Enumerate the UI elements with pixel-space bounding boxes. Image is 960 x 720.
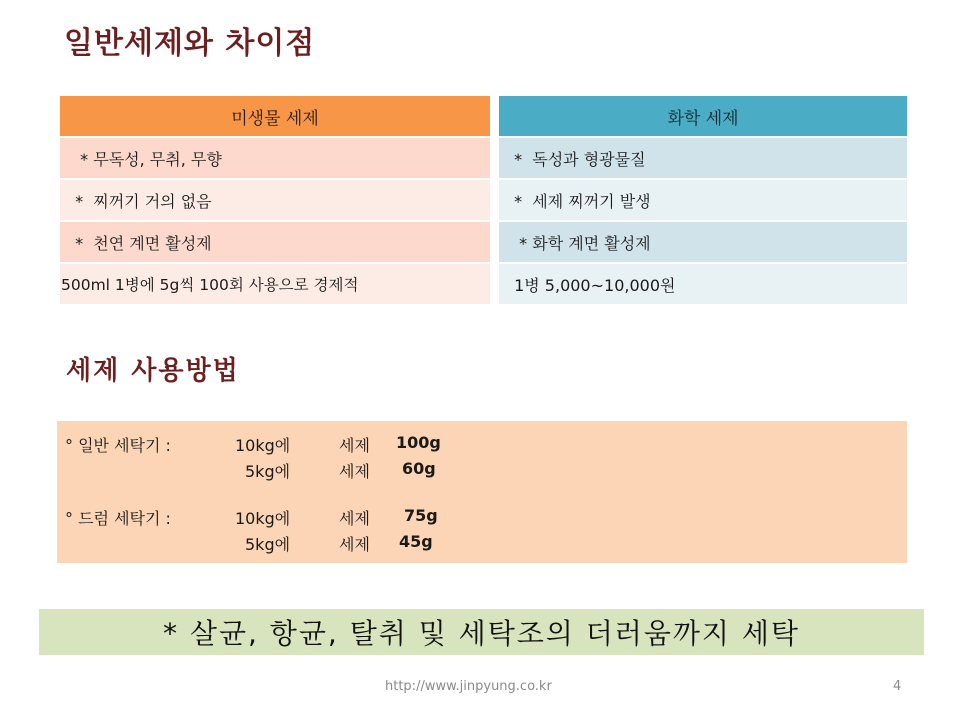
usage-word: 세제 — [339, 535, 370, 554]
microbial-row: * 천연 계면 활성제 — [60, 222, 490, 262]
chemical-header: 화학 세제 — [499, 96, 907, 136]
usage-word: 세제 — [339, 436, 370, 455]
chemical-row: 1병 5,000~10,000원 — [499, 264, 907, 304]
usage-amount: 100g — [396, 433, 441, 452]
usage-row — [57, 433, 907, 457]
usage-row — [57, 459, 907, 483]
chemical-detergent-table — [499, 96, 907, 306]
drum-washer-label: ° 드럼 세탁기 : — [65, 509, 171, 528]
chemical-row: * 세제 찌꺼기 발생 — [499, 180, 907, 220]
microbial-row: * 찌꺼기 거의 없음 — [60, 180, 490, 220]
microbial-detergent-table — [60, 96, 490, 306]
microbial-row: 500ml 1병에 5g씩 100회 사용으로 경제적 — [60, 264, 490, 304]
usage-weight: 5kg에 — [245, 535, 291, 554]
usage-title: 세제 사용방법 — [66, 356, 240, 386]
usage-weight: 5kg에 — [245, 462, 291, 481]
chemical-row: * 독성과 형광물질 — [499, 138, 907, 178]
microbial-row: * 무독성, 무취, 무향 — [60, 138, 490, 178]
page-title: 일반세제와 차이점 — [64, 26, 316, 61]
usage-word: 세제 — [339, 509, 370, 528]
usage-amount: 45g — [399, 532, 433, 551]
usage-row — [57, 506, 907, 530]
usage-weight: 10kg에 — [235, 509, 291, 528]
usage-amount: 60g — [402, 459, 436, 478]
footer-url: http://www.jinpyung.co.kr — [385, 679, 552, 694]
usage-weight: 10kg에 — [235, 436, 291, 455]
usage-amount: 75g — [404, 506, 438, 525]
features-banner: * 살균, 항균, 탈취 및 세탁조의 더러움까지 세탁 — [39, 609, 924, 655]
usage-word: 세제 — [339, 462, 370, 481]
chemical-row: * 화학 계면 활성제 — [499, 222, 907, 262]
page-number: 4 — [893, 679, 902, 694]
regular-washer-label: ° 일반 세탁기 : — [65, 436, 171, 455]
usage-row — [57, 532, 907, 556]
microbial-header: 미생물 세제 — [60, 96, 490, 136]
usage-box — [57, 421, 907, 563]
